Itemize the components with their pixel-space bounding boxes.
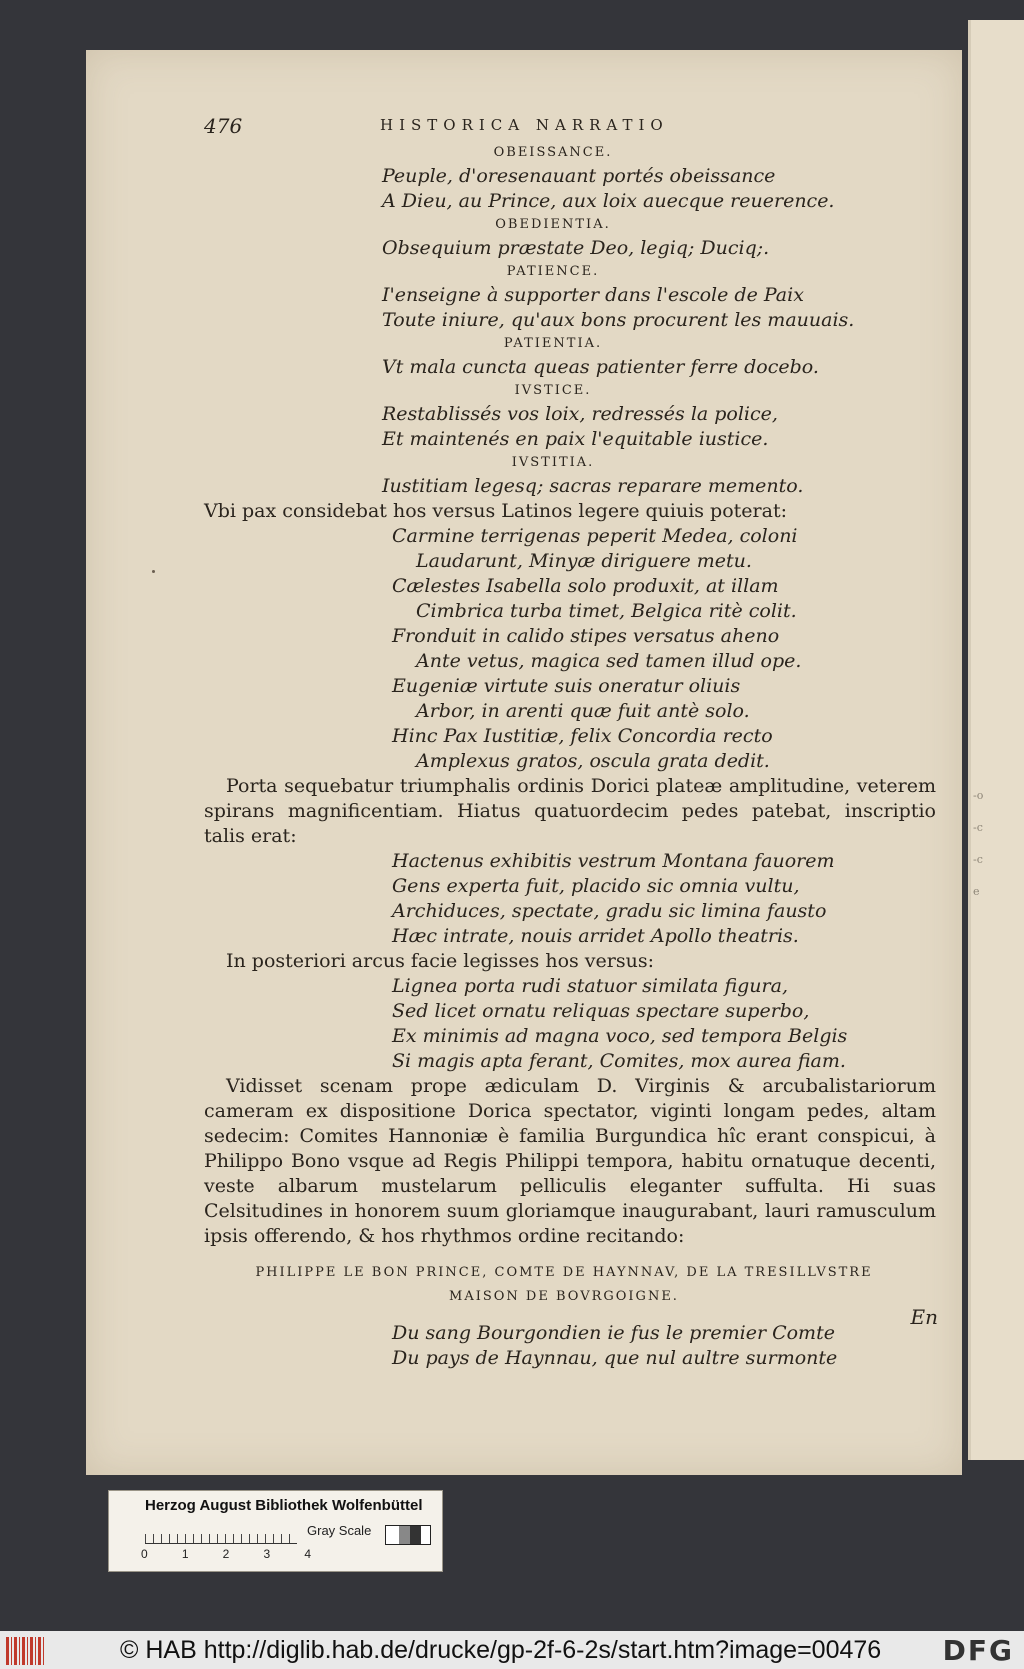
verse-line: A Dieu, au Prince, aux loix auecque reuerence. xyxy=(382,190,835,212)
book-page xyxy=(86,50,962,1475)
ruler-number: 0 xyxy=(141,1547,148,1561)
footer-url[interactable]: © HAB http://diglib.hab.de/drucke/gp-2f-6-2s/start.htm?image=00476 xyxy=(120,1636,882,1664)
posterior-intro: In posteriori arcus facie legisses hos versus: xyxy=(226,950,655,972)
verse-line: Hæc intrate, nouis arridet Apollo theatris. xyxy=(392,925,799,947)
ruler-number: 4 xyxy=(304,1547,311,1561)
verse-line: Gens experta fuit, placido sic omnia vultu, xyxy=(392,875,800,897)
verse-line: Obsequium præstate Deo, legiq; Duciq;. xyxy=(382,237,770,259)
running-title: HISTORICA NARRATIO xyxy=(380,116,669,134)
porta-verses xyxy=(204,849,924,949)
ruler-number: 2 xyxy=(222,1547,230,1561)
poem-sequence xyxy=(204,142,924,499)
verse-line: Eugeniæ virtute suis oneratur oliuis xyxy=(392,675,741,697)
verse-line: Laudarunt, Minyæ diriguere metu. xyxy=(416,550,752,572)
library-name: Herzog August Bibliothek Wolfenbüttel xyxy=(145,1497,423,1514)
verse-line: Archiduces, spectate, gradu sic limina fausto xyxy=(392,900,827,922)
verse-line: Fronduit in calido stipes versatus aheno xyxy=(392,625,780,647)
verse-line: Du pays de Haynnau, que nul aultre surmonte xyxy=(392,1347,838,1369)
ruler-numbers xyxy=(141,1547,311,1561)
verse-line: Sed licet ornatu reliquas spectare superbo, xyxy=(392,1000,810,1022)
vidisses-paragraph: Vidisset scenam prope ædiculam D. Virginis & arcubalistariorum cameram ex dispositione Dorica spectator, viginti longam pedes, altam sedecim: Comites Hannoniæ è familia Burgundica hîc erant conspicui, à Philippo Bono vsque ad Regis Philippi tempora, habitu ornatuque decenti, veste albarum mustelarum pelliculis eleganter suffulta. Hi suas Celsitudines in honorem suum gloriamque inaugurabant, lauri ramusculum ipsis offerendo, & hos rhythmos ordine recitando: xyxy=(204,1075,936,1247)
section-heading: PHILIPPE LE BON PRINCE, COMTE DE HAYNNAV, DE LA TRESILLVSTRE MAISON DE BOVRGOIGNE. xyxy=(255,1265,873,1304)
barcode-icon xyxy=(6,1637,46,1665)
adjacent-page-edge xyxy=(968,20,1024,1460)
library-color-card xyxy=(108,1490,443,1572)
page-number: 476 xyxy=(204,114,243,138)
verse-line: Peuple, d'oresenauant portés obeissance xyxy=(382,165,776,187)
posterior-verses xyxy=(204,974,924,1074)
final-verses xyxy=(204,1321,924,1371)
gray-scale-label: Gray Scale xyxy=(307,1523,372,1538)
verse-line: Ante vetus, magica sed tamen illud ope. xyxy=(416,650,802,672)
poem-caption: IVSTICE. xyxy=(514,383,592,398)
verse-line: Cælestes Isabella solo produxit, at illam xyxy=(392,575,779,597)
dfg-logo: DFG xyxy=(942,1634,1014,1667)
poem-caption: PATIENTIA. xyxy=(503,336,603,351)
verse-line: Hactenus exhibitis vestrum Montana fauorem xyxy=(392,850,835,872)
verse-line: Vt mala cuncta queas patienter ferre docebo. xyxy=(382,356,819,378)
verse-line: Si magis apta ferant, Comites, mox aurea fiam. xyxy=(392,1050,846,1072)
footer-bar xyxy=(0,1631,1024,1669)
verse-line: Arbor, in arenti quæ fuit antè solo. xyxy=(416,700,750,722)
verse-line: Cimbrica turba timet, Belgica ritè colit. xyxy=(416,600,797,622)
pax-intro: Vbi pax considebat hos versus Latinos legere quiuis poterat: xyxy=(204,500,787,522)
poem-caption: OBEISSANCE. xyxy=(493,145,613,160)
verse-line: Restablissés vos loix, redressés la police, xyxy=(382,403,778,425)
adjacent-page-marks: -o -c -c e xyxy=(973,789,984,898)
porta-paragraph: Porta sequebatur triumphalis ordinis Dorici plateæ amplitudine, veterem spirans magnificentiam. Hiatus quatuordecim pedes patebat, inscriptio talis erat: xyxy=(204,775,936,847)
verse-line: Amplexus gratos, oscula grata dedit. xyxy=(416,750,770,772)
verse-line: Hinc Pax Iustitiæ, felix Concordia recto xyxy=(392,725,773,747)
gray-scale-swatch xyxy=(385,1525,431,1545)
verse-line: Du sang Bourgondien ie fus le premier Comte xyxy=(392,1322,835,1344)
scale-ruler xyxy=(145,1521,297,1544)
verse-line: Iustitiam legesq; sacras reparare memento. xyxy=(382,475,804,497)
ruler-number: 3 xyxy=(263,1547,271,1561)
verse-line: Ex minimis ad magna voco, sed tempora Belgis xyxy=(392,1025,848,1047)
verse-line: Carmine terrigenas peperit Medea, coloni xyxy=(392,525,798,547)
text-block xyxy=(204,142,936,1371)
poem-caption: OBEDIENTIA. xyxy=(495,217,611,232)
ink-speck xyxy=(152,570,155,573)
running-head xyxy=(204,114,924,140)
verse-line: Lignea porta rudi statuor similata figura, xyxy=(392,975,788,997)
catchword: En xyxy=(910,1305,938,1329)
verse-line: Toute iniure, qu'aux bons procurent les mauuais. xyxy=(382,309,855,331)
verse-line: I'enseigne à supporter dans l'escole de Paix xyxy=(382,284,804,306)
pax-verses xyxy=(204,524,924,774)
ruler-number: 1 xyxy=(181,1547,189,1561)
verse-line: Et maintenés en paix l'equitable iustice. xyxy=(382,428,769,450)
poem-caption: IVSTITIA. xyxy=(511,455,595,470)
poem-caption: PATIENCE. xyxy=(506,264,600,279)
